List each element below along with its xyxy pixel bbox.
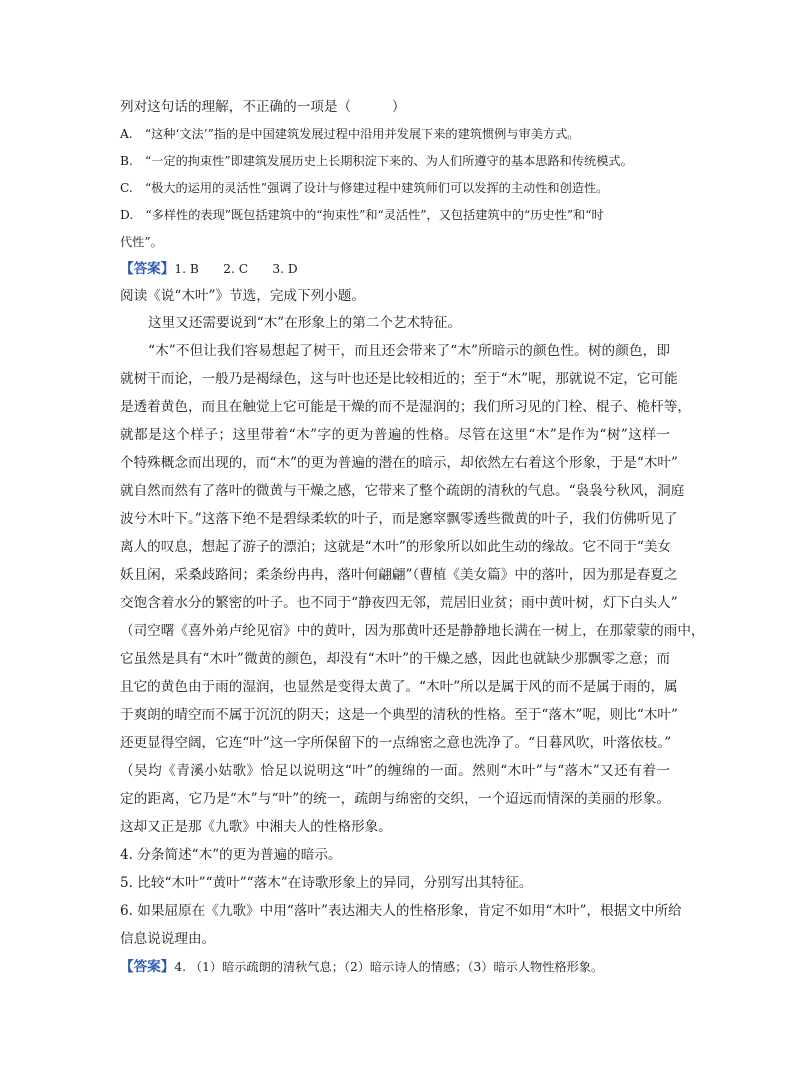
passage-line: （司空曙《喜外弟卢纶见宿》中的黄叶，因为那黄叶还是静静地长满在一树上，在那蒙蒙的雨中， (120, 623, 705, 639)
reading-intro: 阅读《说“木叶”》节选，完成下列小题。 (120, 288, 365, 304)
answer-text: 4. （1）暗示疏朗的清秋气息；（2）暗示诗人的情感；（3）暗示人物性格形象。 (174, 960, 604, 974)
passage-line: 这里又还需要说到“木”在形象上的第二个艺术特征。 (148, 315, 461, 331)
option-d-continued: 代性”。 (120, 235, 163, 249)
question-6-continued: 信息说说理由。 (120, 931, 216, 947)
question-6: 6. 如果屈原在《九歌》中用“落叶”表达湘夫人的性格形象，肯定不如用“木叶”，根据文中所给 (120, 903, 682, 919)
passage-line: 定的距离，它乃是“木”与“叶”的统一，疏朗与绵密的交织，一个迢远而情深的美丽的形象。 (120, 791, 670, 807)
question-4: 4. 分条简述“木”的更为普遍的暗示。 (120, 847, 342, 863)
passage-line: （吴均《青溪小姑歌》恰足以说明这“叶”的缠绵的一面。然则“木叶”与“落木”又还有着一 (120, 763, 670, 779)
option-d: D. “多样性的表现”既包括建筑中的“拘束性”和“灵活性”，又包括建筑中的“历史性”和“时 (120, 208, 604, 222)
answer-block-2 (120, 958, 603, 976)
answer-text: 1. B 2. C 3. D (174, 262, 298, 276)
passage-line: 这却又正是那《九歌》中湘夫人的性格形象。 (120, 819, 392, 835)
passage-line: 是透着黄色，而且在触觉上它可能是干燥的而不是湿润的；我们所习见的门栓、棍子、桅杆等， (120, 399, 691, 415)
passage-line: 个特殊概念而出现的，而“木”的更为普遍的潜在的暗示，却依然左右着这个形象，于是“木叶” (120, 455, 678, 471)
passage-line: 波兮木叶下。”这落下绝不是碧绿柔软的叶子，而是窸窣飘零透些微黄的叶子，我们仿佛听见了 (120, 511, 678, 527)
passage-line: 就自然而然有了落叶的微黄与干燥之感，它带来了整个疏朗的清秋的气息。“袅袅兮秋风，洞庭 (120, 483, 685, 499)
question-5: 5. 比较“木叶”“黄叶”“落木”在诗歌形象上的异同，分别写出其特征。 (120, 875, 533, 891)
passage-line: 就树干而论，一般乃是褐绿色，这与叶也还是比较相近的；至于“木”呢，那就说不定，它可能 (120, 371, 678, 387)
passage-line: 它虽然是具有“木叶”微黄的颜色，却没有“木叶”的干燥之感，因此也就缺少那飘零之意；而 (120, 651, 670, 667)
passage-line: 还更显得空阔，它连“叶”这一字所保留下的一点绵密之意也洗净了。“日暮风吹，叶落依枝。” (120, 735, 672, 751)
passage-line: 就都是这个样子；这里带着“木”字的更为普遍的性格。尽管在这里“木”是作为“树”这样一 (120, 427, 670, 443)
passage-line: 于爽朗的晴空而不属于沉沉的阴天；这是一个典型的清秋的性格。至于“落木”呢，则比“木叶” (120, 707, 678, 723)
question-stem: 列对这句话的理解，不正确的一项是（ ） (120, 99, 406, 115)
answer-tag: 【答案】 (120, 959, 175, 975)
passage-line: 妖且闲，采桑歧路间；柔条纷冉冉，落叶何翩翩”（曹植《美女篇》中的落叶，因为那是春夏之 (120, 567, 678, 583)
passage-line: 且它的黄色由于雨的湿润，也显然是变得太黄了。“木叶”所以是属于风的而不是属于雨的，属 (120, 679, 678, 695)
option-c: C. “极大的运用的灵活性”强调了设计与修建过程中建筑师们可以发挥的主动性和创造性。 (120, 181, 609, 195)
passage-line: 交饱含着水分的繁密的叶子。也不同于“静夜四无邻，荒居旧业贫；雨中黄叶树，灯下白头人” (120, 595, 678, 611)
answer-block-1 (120, 260, 298, 278)
option-b: B. “一定的拘束性”即建筑发展历史上长期积淀下来的、为人们所遵守的基本思路和传统模式。 (120, 154, 633, 168)
passage-line: “木”不但让我们容易想起了树干，而且还会带来了“木”所暗示的颜色性。树的颜色，即 (148, 343, 670, 359)
passage-line: 离人的叹息，想起了游子的漂泊；这就是“木叶”的形象所以如此生动的缘故。它不同于“美女 (120, 539, 672, 555)
option-a: A. “这种‘文法’”指的是中国建筑发展过程中沿用并发展下来的建筑惯例与审美方式。 (120, 127, 580, 141)
answer-tag: 【答案】 (120, 261, 175, 277)
